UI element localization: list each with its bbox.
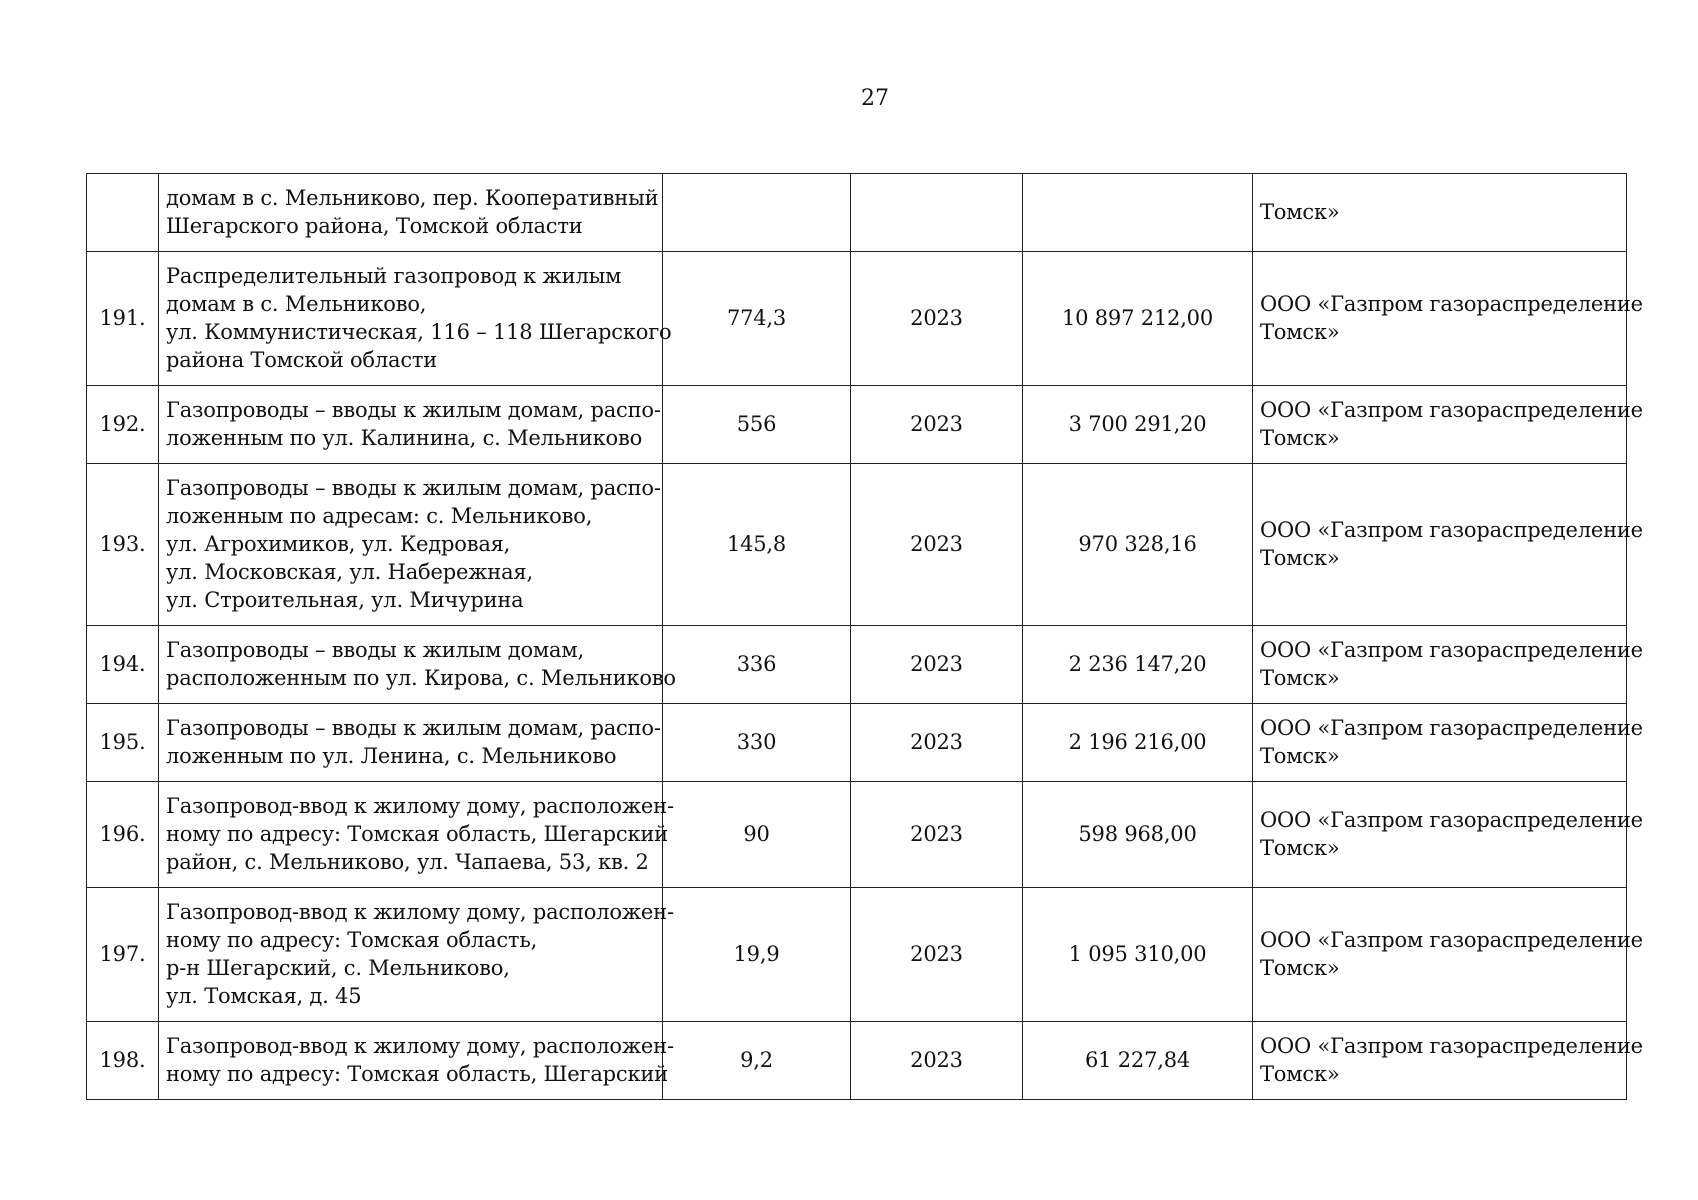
table-row — [87, 1022, 1627, 1100]
owner-organization-line: Томск» — [1260, 665, 1340, 690]
pipeline-length: 336 — [663, 626, 851, 704]
owner-organization-line: Томск» — [1260, 319, 1340, 344]
pipeline-length: 774,3 — [663, 252, 851, 386]
object-description-line: домам в с. Мельниково, пер. Кооперативный — [166, 185, 659, 210]
commissioning-year: 2023 — [851, 888, 1023, 1022]
object-description-line: ул. Томская, д. 45 — [166, 983, 362, 1008]
object-description-line: ложенным по ул. Калинина, с. Мельниково — [166, 425, 643, 450]
pipeline-length: 9,2 — [663, 1022, 851, 1100]
pipeline-length: 90 — [663, 782, 851, 888]
object-description — [159, 782, 674, 888]
owner-organization — [1253, 782, 1643, 888]
object-description — [159, 252, 672, 386]
object-cost: 2 236 147,20 — [1023, 626, 1253, 704]
object-cost: 3 700 291,20 — [1023, 386, 1253, 464]
commissioning-year: 2023 — [851, 464, 1023, 626]
object-cost: 10 897 212,00 — [1023, 252, 1253, 386]
object-description-line: ул. Коммунистическая, 116 – 118 Шегарского — [166, 319, 672, 344]
table-row — [87, 386, 1627, 464]
row-number: 191. — [87, 252, 159, 386]
object-description — [159, 1022, 674, 1100]
object-description — [159, 888, 674, 1022]
owner-organization-line: ООО «Газпром газораспределение — [1260, 291, 1643, 316]
commissioning-year — [851, 174, 1023, 252]
object-description-line: домам в с. Мельниково, — [166, 291, 427, 316]
owner-organization — [1253, 386, 1643, 464]
object-description-line: ул. Строительная, ул. Мичурина — [166, 587, 524, 612]
pipeline-length: 145,8 — [663, 464, 851, 626]
table-row — [87, 888, 1627, 1022]
object-description-line: Шегарского района, Томской области — [166, 213, 583, 238]
object-description-line: Газопроводы – вводы к жилым домам, — [166, 637, 584, 662]
object-description — [159, 464, 663, 626]
table-row — [87, 252, 1627, 386]
owner-organization — [1253, 464, 1643, 626]
object-cost: 61 227,84 — [1023, 1022, 1253, 1100]
object-cost: 970 328,16 — [1023, 464, 1253, 626]
object-description-line: Газопровод-ввод к жилому дому, расположен- — [166, 793, 674, 818]
owner-organization — [1253, 1022, 1643, 1100]
row-number: 196. — [87, 782, 159, 888]
object-description-line: ному по адресу: Томская область, Шегарский — [166, 821, 668, 846]
object-description — [159, 704, 663, 782]
owner-organization-line: ООО «Газпром газораспределение — [1260, 927, 1643, 952]
commissioning-year: 2023 — [851, 1022, 1023, 1100]
row-number: 194. — [87, 626, 159, 704]
object-description — [159, 386, 663, 464]
object-description-line: Газопроводы – вводы к жилым домам, распо- — [166, 397, 661, 422]
row-number: 198. — [87, 1022, 159, 1100]
commissioning-year: 2023 — [851, 386, 1023, 464]
owner-organization — [1253, 704, 1643, 782]
object-cost — [1023, 174, 1253, 252]
object-description-line: ложенным по адресам: с. Мельниково, — [166, 503, 593, 528]
gas-pipeline-registry-table — [86, 173, 1643, 1100]
object-description-line: расположенным по ул. Кирова, с. Мельниково — [166, 665, 676, 690]
owner-organization — [1253, 174, 1627, 252]
object-description-line: ному по адресу: Томская область, — [166, 927, 538, 952]
commissioning-year: 2023 — [851, 252, 1023, 386]
table-row — [87, 464, 1627, 626]
object-description-line: Газопроводы – вводы к жилым домам, распо- — [166, 715, 661, 740]
owner-organization-line: Томск» — [1260, 199, 1340, 224]
object-description-line: Распределительный газопровод к жилым — [166, 263, 622, 288]
owner-organization-line: Томск» — [1260, 955, 1340, 980]
commissioning-year: 2023 — [851, 782, 1023, 888]
pipeline-length: 330 — [663, 704, 851, 782]
owner-organization-line: ООО «Газпром газораспределение — [1260, 1033, 1643, 1058]
pipeline-length: 556 — [663, 386, 851, 464]
object-description-line: ул. Московская, ул. Набережная, — [166, 559, 533, 584]
object-description-line: район, с. Мельниково, ул. Чапаева, 53, кв. 2 — [166, 849, 649, 874]
table-row — [87, 626, 1627, 704]
owner-organization-line: ООО «Газпром газораспределение — [1260, 517, 1643, 542]
object-description-line: Газопровод-ввод к жилому дому, расположен- — [166, 1033, 674, 1058]
owner-organization-line: ООО «Газпром газораспределение — [1260, 637, 1643, 662]
table-row — [87, 782, 1627, 888]
owner-organization — [1253, 252, 1643, 386]
page-number: 27 — [861, 86, 889, 111]
table-row — [87, 174, 1627, 252]
pipeline-length: 19,9 — [663, 888, 851, 1022]
row-number: 195. — [87, 704, 159, 782]
owner-organization — [1253, 888, 1643, 1022]
object-cost: 2 196 216,00 — [1023, 704, 1253, 782]
object-description-line: ному по адресу: Томская область, Шегарский — [166, 1061, 668, 1086]
object-cost: 598 968,00 — [1023, 782, 1253, 888]
owner-organization-line: ООО «Газпром газораспределение — [1260, 807, 1643, 832]
owner-organization-line: Томск» — [1260, 545, 1340, 570]
owner-organization-line: Томск» — [1260, 425, 1340, 450]
object-description — [159, 174, 663, 252]
pipeline-length — [663, 174, 851, 252]
object-description-line: района Томской области — [166, 347, 438, 372]
commissioning-year: 2023 — [851, 704, 1023, 782]
owner-organization — [1253, 626, 1643, 704]
table-row — [87, 704, 1627, 782]
object-description-line: Газопровод-ввод к жилому дому, расположен- — [166, 899, 674, 924]
object-description-line: Газопроводы – вводы к жилым домам, распо- — [166, 475, 661, 500]
row-number: 192. — [87, 386, 159, 464]
object-description — [159, 626, 676, 704]
owner-organization-line: ООО «Газпром газораспределение — [1260, 715, 1643, 740]
object-description-line: ложенным по ул. Ленина, с. Мельниково — [166, 743, 617, 768]
owner-organization-line: Томск» — [1260, 743, 1340, 768]
object-description-line: р-н Шегарский, с. Мельниково, — [166, 955, 510, 980]
owner-organization-line: ООО «Газпром газораспределение — [1260, 397, 1643, 422]
registry-table-body — [87, 174, 1643, 1100]
object-cost: 1 095 310,00 — [1023, 888, 1253, 1022]
row-number: 193. — [87, 464, 159, 626]
row-number: 197. — [87, 888, 159, 1022]
row-number — [87, 174, 159, 252]
owner-organization-line: Томск» — [1260, 835, 1340, 860]
object-description-line: ул. Агрохимиков, ул. Кедровая, — [166, 531, 511, 556]
owner-organization-line: Томск» — [1260, 1061, 1340, 1086]
commissioning-year: 2023 — [851, 626, 1023, 704]
